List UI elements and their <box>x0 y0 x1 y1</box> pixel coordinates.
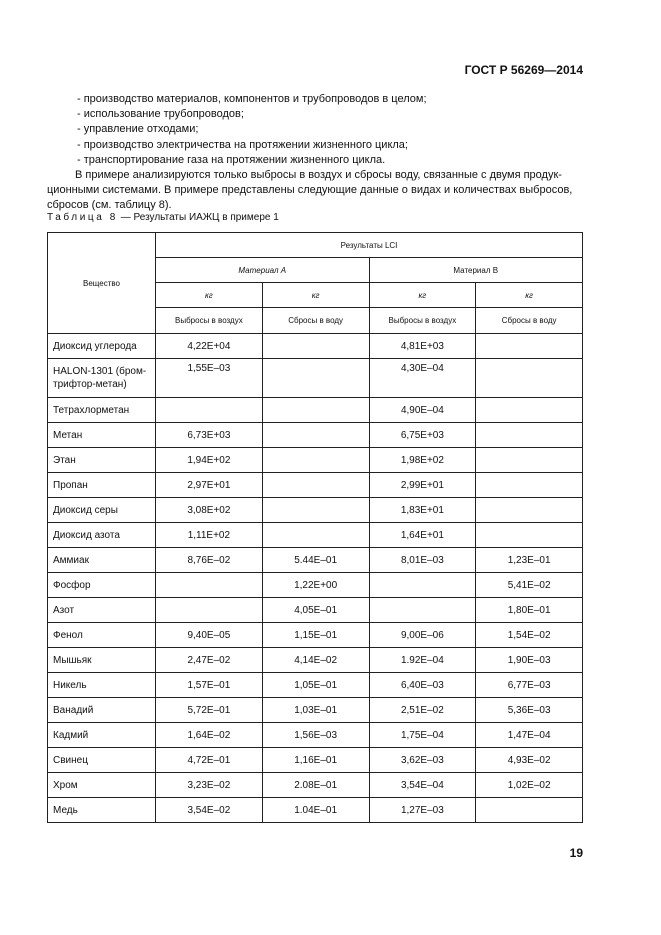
cell-b-air: 4,30E–04 <box>369 359 476 398</box>
table-row <box>48 723 583 748</box>
table-caption-label: Таблица 8 <box>47 212 118 223</box>
paragraph-line: В примере анализируются только выбросы в воздух и сбросы воду, связанные с двумя продук- <box>75 169 562 182</box>
cell-a-air: 3,08E+02 <box>156 498 263 523</box>
cell-b-water: 5,36E–03 <box>476 698 583 723</box>
substance-header: Вещество <box>48 233 156 334</box>
unit-header: кг <box>369 283 476 308</box>
cell-a-air: 2,97E+01 <box>156 473 263 498</box>
cell-a-air: 9,40E–05 <box>156 623 263 648</box>
cell-a-water: 4,05E–01 <box>262 598 369 623</box>
cell-a-water: 1,03E–01 <box>262 698 369 723</box>
substance-name: Метан <box>48 423 156 448</box>
table-row <box>48 548 583 573</box>
list-item: - производство материалов, компонентов и трубопроводов в целом; <box>77 93 427 105</box>
cell-b-air: 4,90E–04 <box>369 398 476 423</box>
column-header: Выбросы в воздух <box>369 308 476 334</box>
cell-b-water: 5,41E–02 <box>476 573 583 598</box>
cell-b-water: 1,90E–03 <box>476 648 583 673</box>
cell-a-air <box>156 398 263 423</box>
cell-a-air: 1,55E–03 <box>156 359 263 398</box>
table-row <box>48 673 583 698</box>
cell-b-air: 3,62E–03 <box>369 748 476 773</box>
cell-a-water: 1,22E+00 <box>262 573 369 598</box>
cell-b-water: 1,23E–01 <box>476 548 583 573</box>
list-item: - управление отходами; <box>77 123 199 136</box>
cell-a-air: 5,72E–01 <box>156 698 263 723</box>
table-row <box>48 334 583 359</box>
substance-name: Азот <box>48 598 156 623</box>
cell-b-air: 1,98E+02 <box>369 448 476 473</box>
cell-a-water: 1,16E–01 <box>262 748 369 773</box>
paragraph-line: сбросов (см. таблицу 8). <box>47 199 172 212</box>
cell-a-water <box>262 398 369 423</box>
cell-a-water <box>262 334 369 359</box>
intro-text <box>47 92 583 214</box>
page-number: 19 <box>569 846 583 860</box>
table-row <box>48 473 583 498</box>
material-a-header: Материал А <box>156 258 370 283</box>
cell-a-air <box>156 573 263 598</box>
cell-b-air: 1,27E–03 <box>369 798 476 823</box>
cell-a-water: 1,56E–03 <box>262 723 369 748</box>
lci-header: Результаты LCI <box>156 233 583 258</box>
cell-a-air <box>156 598 263 623</box>
cell-b-air: 6,75E+03 <box>369 423 476 448</box>
cell-b-air: 6,40E–03 <box>369 673 476 698</box>
cell-b-water <box>476 498 583 523</box>
cell-a-water <box>262 523 369 548</box>
cell-a-air: 4,72E–01 <box>156 748 263 773</box>
cell-b-water <box>476 398 583 423</box>
cell-a-water: 4,14E–02 <box>262 648 369 673</box>
cell-b-air: 8,01E–03 <box>369 548 476 573</box>
cell-a-water: 1,15E–01 <box>262 623 369 648</box>
table-row <box>48 648 583 673</box>
cell-b-air: 2,51E–02 <box>369 698 476 723</box>
cell-b-water <box>476 473 583 498</box>
table-caption <box>47 212 279 223</box>
cell-b-water <box>476 423 583 448</box>
unit-header: кг <box>156 283 263 308</box>
cell-a-air: 3,54E–02 <box>156 798 263 823</box>
cell-a-air: 2,47E–02 <box>156 648 263 673</box>
substance-name: Диоксид серы <box>48 498 156 523</box>
substance-name: HALON-1301 (бром-трифтор-метан) <box>48 359 156 398</box>
cell-a-water <box>262 423 369 448</box>
cell-b-air: 2,99E+01 <box>369 473 476 498</box>
column-header: Выбросы в воздух <box>156 308 263 334</box>
cell-b-water: 4,93E–02 <box>476 748 583 773</box>
cell-b-air: 3,54E–04 <box>369 773 476 798</box>
paragraph-line: ционными системами. В примере представлены следующие данные о видах и количествах выбросов, <box>47 184 573 197</box>
table-row <box>48 523 583 548</box>
cell-a-air: 4,22E+04 <box>156 334 263 359</box>
unit-header: кг <box>476 283 583 308</box>
cell-b-water <box>476 798 583 823</box>
cell-a-air: 1,94E+02 <box>156 448 263 473</box>
cell-a-air: 1,57E–01 <box>156 673 263 698</box>
table-row <box>48 359 583 398</box>
material-b-header: Материал В <box>369 258 583 283</box>
cell-b-air: 9,00E–06 <box>369 623 476 648</box>
table-row <box>48 448 583 473</box>
substance-name: Ванадий <box>48 698 156 723</box>
cell-b-air: 1,75E–04 <box>369 723 476 748</box>
cell-b-water <box>476 334 583 359</box>
substance-name: Диоксид азота <box>48 523 156 548</box>
cell-a-air: 8,76E–02 <box>156 548 263 573</box>
table-caption-title: — Результаты ИАЖЦ в примере 1 <box>120 212 279 223</box>
cell-a-water <box>262 498 369 523</box>
substance-name: Мышьяк <box>48 648 156 673</box>
substance-name: Медь <box>48 798 156 823</box>
unit-header: кг <box>262 283 369 308</box>
substance-name: Свинец <box>48 748 156 773</box>
cell-a-water: 1,05E–01 <box>262 673 369 698</box>
cell-a-water: 2.08E–01 <box>262 773 369 798</box>
cell-b-water <box>476 523 583 548</box>
cell-a-water: 1.04E–01 <box>262 798 369 823</box>
cell-b-air: 1,64E+01 <box>369 523 476 548</box>
cell-a-water <box>262 473 369 498</box>
cell-a-air: 3,23E–02 <box>156 773 263 798</box>
cell-b-water <box>476 448 583 473</box>
cell-a-water: 5.44E–01 <box>262 548 369 573</box>
column-header: Сбросы в воду <box>476 308 583 334</box>
cell-b-water: 6,77E–03 <box>476 673 583 698</box>
cell-a-water <box>262 448 369 473</box>
cell-b-water <box>476 359 583 398</box>
lci-results-table <box>47 232 583 823</box>
column-header: Сбросы в воду <box>262 308 369 334</box>
substance-name: Тетрахлорметан <box>48 398 156 423</box>
table-row <box>48 748 583 773</box>
cell-a-air: 6,73E+03 <box>156 423 263 448</box>
substance-name: Аммиак <box>48 548 156 573</box>
substance-name: Никель <box>48 673 156 698</box>
table-row <box>48 598 583 623</box>
cell-a-air: 1,64E–02 <box>156 723 263 748</box>
cell-b-air: 1.92E–04 <box>369 648 476 673</box>
cell-b-water: 1,02E–02 <box>476 773 583 798</box>
cell-b-water: 1,47E–04 <box>476 723 583 748</box>
substance-name: Хром <box>48 773 156 798</box>
substance-name: Этан <box>48 448 156 473</box>
cell-a-air: 1,11E+02 <box>156 523 263 548</box>
cell-b-water: 1,54E–02 <box>476 623 583 648</box>
cell-b-air <box>369 598 476 623</box>
cell-b-air: 1,83E+01 <box>369 498 476 523</box>
table-row <box>48 773 583 798</box>
cell-b-air <box>369 573 476 598</box>
table-row <box>48 798 583 823</box>
substance-name: Фенол <box>48 623 156 648</box>
document-id: ГОСТ Р 56269—2014 <box>464 63 583 77</box>
table-row <box>48 573 583 598</box>
substance-name: Кадмий <box>48 723 156 748</box>
list-item: - производство электричества на протяжении жизненного цикла; <box>77 138 408 151</box>
substance-name: Пропан <box>48 473 156 498</box>
cell-b-air: 4,81E+03 <box>369 334 476 359</box>
substance-name: Фосфор <box>48 573 156 598</box>
table-row <box>48 398 583 423</box>
cell-b-water: 1,80E–01 <box>476 598 583 623</box>
substance-name: Диоксид углерода <box>48 334 156 359</box>
list-item: - транспортирование газа на протяжении жизненного цикла. <box>77 153 386 166</box>
table-row <box>48 698 583 723</box>
table-row <box>48 623 583 648</box>
cell-a-water <box>262 359 369 398</box>
table-row <box>48 498 583 523</box>
list-item: - использование трубопроводов; <box>77 108 244 121</box>
table-row <box>48 423 583 448</box>
